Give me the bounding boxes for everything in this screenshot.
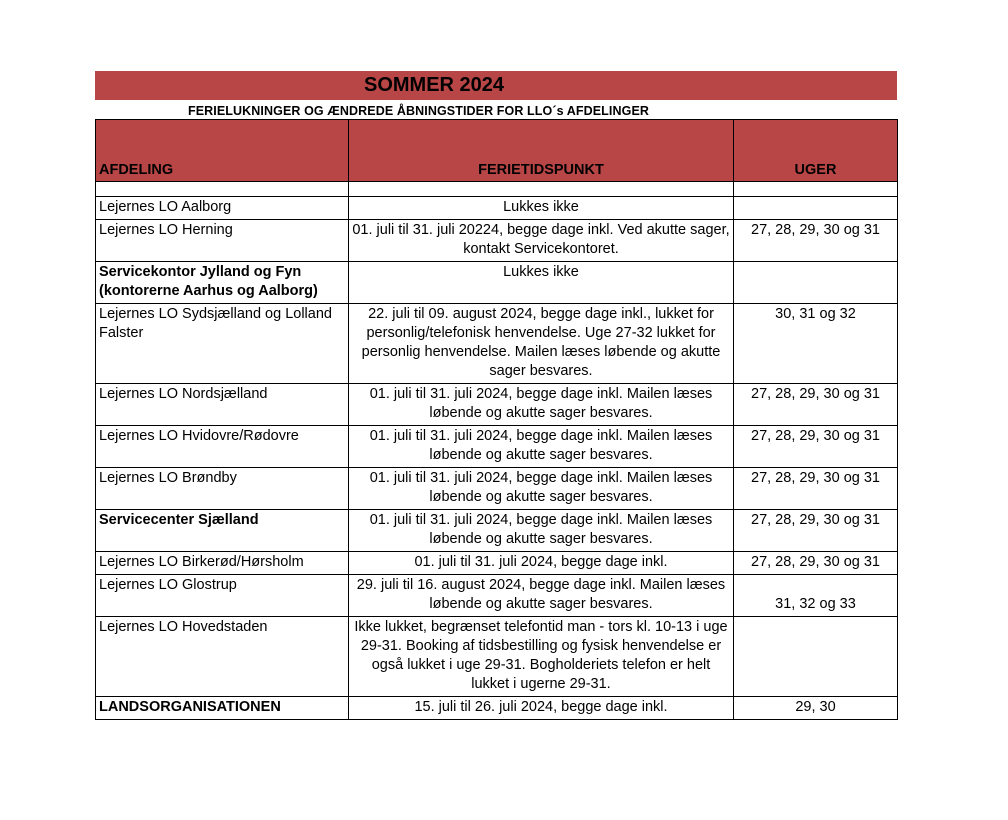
column-header-afdeling: AFDELING <box>96 120 349 182</box>
table-row <box>96 426 898 468</box>
period-cell: 22. juli til 09. august 2024, begge dage inkl., lukket for personlig/telefonisk henvendelse. Uge 27-32 lukket for personlig henvendelse. Mailen læses løbende og akutte sager besvares. <box>349 304 734 384</box>
page-title: SOMMER 2024 <box>364 74 505 96</box>
table-row <box>96 697 898 720</box>
table-row <box>96 468 898 510</box>
dept-cell: Lejernes LO Sydsjælland og Lolland Falster <box>96 304 349 384</box>
blank-cell <box>349 182 734 197</box>
period-cell: Ikke lukket, begrænset telefontid man - tors kl. 10-13 i uge 29-31. Booking af tidsbestilling og fysisk henvendelse er også lukket i uge 29-31. Bogholderiets telefon er helt lukket i ugerne 29-31. <box>349 617 734 697</box>
period-cell: 29. juli til 16. august 2024, begge dage inkl. Mailen læses løbende og akutte sager besvares. <box>349 575 734 617</box>
dept-cell: Lejernes LO Birkerød/Hørsholm <box>96 552 349 575</box>
period-cell: Lukkes ikke <box>349 197 734 220</box>
blank-row <box>96 182 898 197</box>
period-cell: 01. juli til 31. juli 20224, begge dage inkl. Ved akutte sager, kontakt Servicekontoret. <box>349 220 734 262</box>
weeks-cell: 29, 30 <box>734 697 898 720</box>
period-cell: 01. juli til 31. juli 2024, begge dage inkl. Mailen læses løbende og akutte sager besvares. <box>349 510 734 552</box>
column-header-uger: UGER <box>734 120 898 182</box>
table-row <box>96 575 898 617</box>
weeks-cell: 27, 28, 29, 30 og 31 <box>734 220 898 262</box>
column-header-ferietidspunkt: FERIETIDSPUNKT <box>349 120 734 182</box>
period-cell: 15. juli til 26. juli 2024, begge dage inkl. <box>349 697 734 720</box>
weeks-cell: 27, 28, 29, 30 og 31 <box>734 468 898 510</box>
weeks-cell: 30, 31 og 32 <box>734 304 898 384</box>
table-row <box>96 304 898 384</box>
weeks-cell: 27, 28, 29, 30 og 31 <box>734 552 898 575</box>
dept-cell: Servicecenter Sjælland <box>96 510 349 552</box>
dept-cell: Lejernes LO Herning <box>96 220 349 262</box>
weeks-cell: 31, 32 og 33 <box>734 575 898 617</box>
weeks-cell: 27, 28, 29, 30 og 31 <box>734 510 898 552</box>
period-cell: 01. juli til 31. juli 2024, begge dage inkl. Mailen læses løbende og akutte sager besvares. <box>349 426 734 468</box>
dept-cell: Lejernes LO Aalborg <box>96 197 349 220</box>
dept-cell: Lejernes LO Hvidovre/Rødovre <box>96 426 349 468</box>
dept-cell: Lejernes LO Brøndby <box>96 468 349 510</box>
blank-cell <box>734 182 898 197</box>
weeks-cell <box>734 262 898 304</box>
table-row <box>96 197 898 220</box>
blank-cell <box>96 182 349 197</box>
period-cell: 01. juli til 31. juli 2024, begge dage inkl. Mailen læses løbende og akutte sager besvares. <box>349 468 734 510</box>
title-bar <box>95 71 897 100</box>
table-row <box>96 510 898 552</box>
dept-cell: Servicekontor Jylland og Fyn (kontorerne Aarhus og Aalborg) <box>96 262 349 304</box>
table-row <box>96 262 898 304</box>
closure-table <box>95 119 898 720</box>
dept-cell: Lejernes LO Glostrup <box>96 575 349 617</box>
period-cell: Lukkes ikke <box>349 262 734 304</box>
page-subtitle: FERIELUKNINGER OG ÆNDREDE ÅBNINGSTIDER FOR LLO´s AFDELINGER <box>188 104 650 118</box>
table-row <box>96 552 898 575</box>
period-cell: 01. juli til 31. juli 2024, begge dage inkl. <box>349 552 734 575</box>
table-row <box>96 617 898 697</box>
table-header-row <box>96 120 898 182</box>
dept-cell: Lejernes LO Hovedstaden <box>96 617 349 697</box>
weeks-cell <box>734 617 898 697</box>
table-row <box>96 220 898 262</box>
weeks-cell: 27, 28, 29, 30 og 31 <box>734 384 898 426</box>
table-row <box>96 384 898 426</box>
weeks-cell <box>734 197 898 220</box>
dept-cell: LANDSORGANISATIONEN <box>96 697 349 720</box>
period-cell: 01. juli til 31. juli 2024, begge dage inkl. Mailen læses løbende og akutte sager besvares. <box>349 384 734 426</box>
weeks-cell: 27, 28, 29, 30 og 31 <box>734 426 898 468</box>
dept-cell: Lejernes LO Nordsjælland <box>96 384 349 426</box>
